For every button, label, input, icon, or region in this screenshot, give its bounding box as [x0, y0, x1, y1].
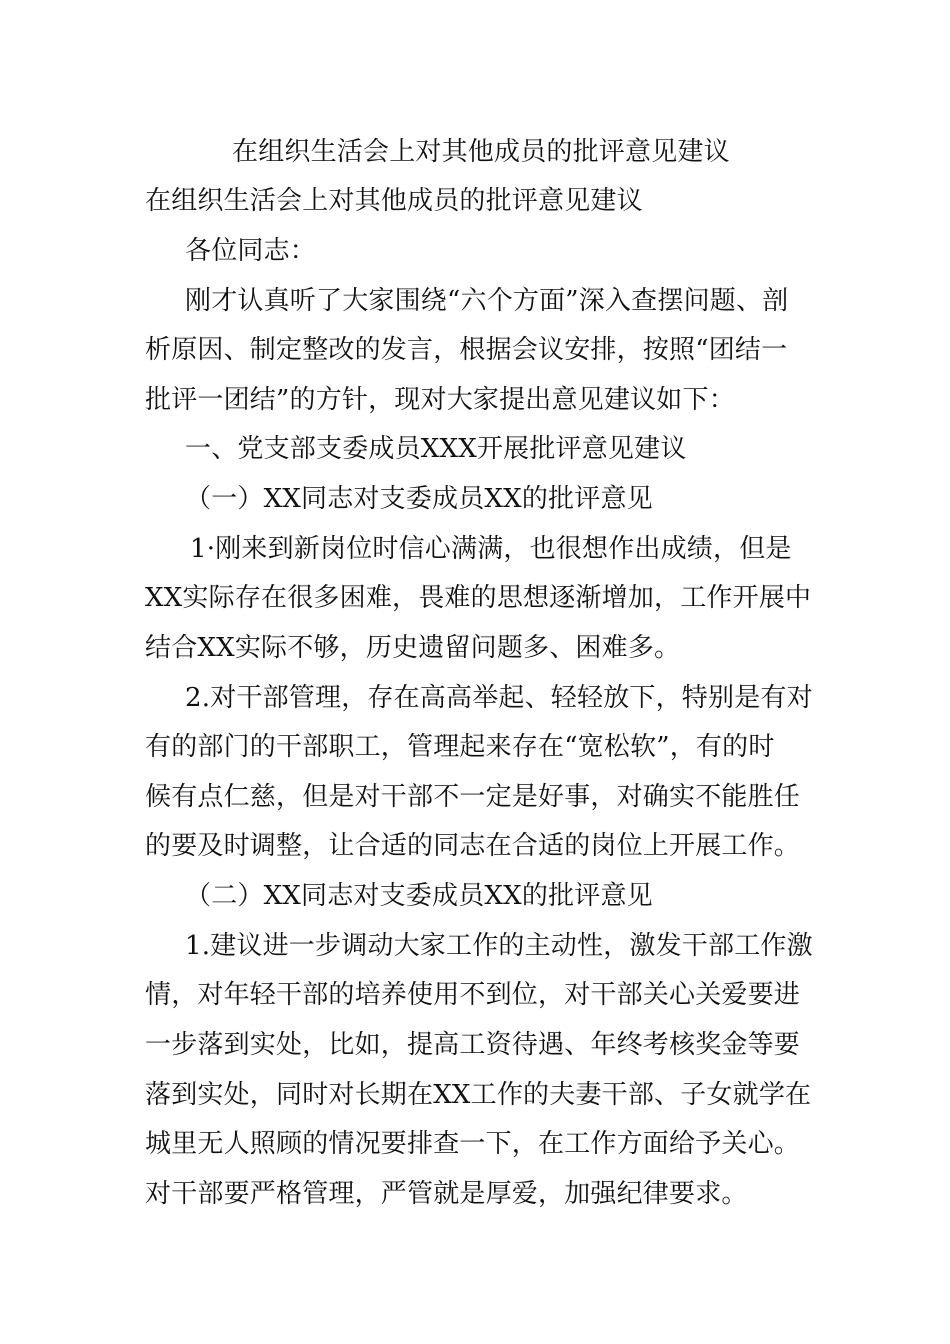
section-heading: 一、党支部支委成员XXX开展批评意见建议 — [185, 434, 687, 464]
paragraph-line: 1.建议进一步调动大家工作的主动性，激发干部工作激 — [185, 931, 813, 961]
subsection-heading: （一）XX同志对支委成员XX的批评意见 — [185, 484, 653, 514]
paragraph-line: 有的部门的干部职工，管理起来存在“宽松软”，有的时 — [145, 732, 775, 762]
subsection-heading: （二）XX同志对支委成员XX的批评意见 — [185, 881, 653, 911]
document-subtitle: 在组织生活会上对其他成员的批评意见建议 — [145, 186, 643, 216]
paragraph-line: 结合XX实际不够，历史遗留问题多、困难多。 — [145, 633, 681, 663]
paragraph-line: 的要及时调整，让合适的同志在合适的岗位上开展工作。 — [145, 831, 801, 861]
paragraph-line: 批评一团结”的方针，现对大家提出意见建议如下： — [145, 385, 735, 415]
paragraph-line: 一步落到实处，比如，提高工资待遇、年终考核奖金等要 — [145, 1030, 801, 1060]
paragraph-line: 2.对干部管理，存在高高举起、轻轻放下，特别是有对 — [185, 683, 813, 713]
paragraph-line: 1·刚来到新岗位时信心满满，也很想作出成绩，但是 — [190, 534, 792, 564]
paragraph-line: XX实际存在很多困难，畏难的思想逐渐增加，工作开展中 — [145, 583, 812, 613]
paragraph-line: 城里无人照顾的情况要排查一下，在工作方面给予关心。 — [145, 1129, 801, 1159]
paragraph-line: 析原因、制定整改的发言，根据会议安排，按照“团结一 — [145, 335, 788, 365]
paragraph-line: 刚才认真听了大家围绕“六个方面”深入查摆问题、剖 — [185, 286, 789, 316]
paragraph-line: 情，对年轻干部的培养使用不到位，对干部关心关爱要进 — [145, 980, 801, 1010]
paragraph-line: 候有点仁慈，但是对干部不一定是好事，对确实不能胜任 — [145, 782, 801, 812]
paragraph-line: 落到实处，同时对长期在XX工作的夫妻干部、子女就学在 — [145, 1080, 812, 1110]
salutation: 各位同志： — [185, 236, 317, 266]
document-title: 在组织生活会上对其他成员的批评意见建议 — [232, 137, 730, 167]
paragraph-line: 对干部要严格管理，严管就是厚爱，加强纪律要求。 — [145, 1179, 748, 1209]
